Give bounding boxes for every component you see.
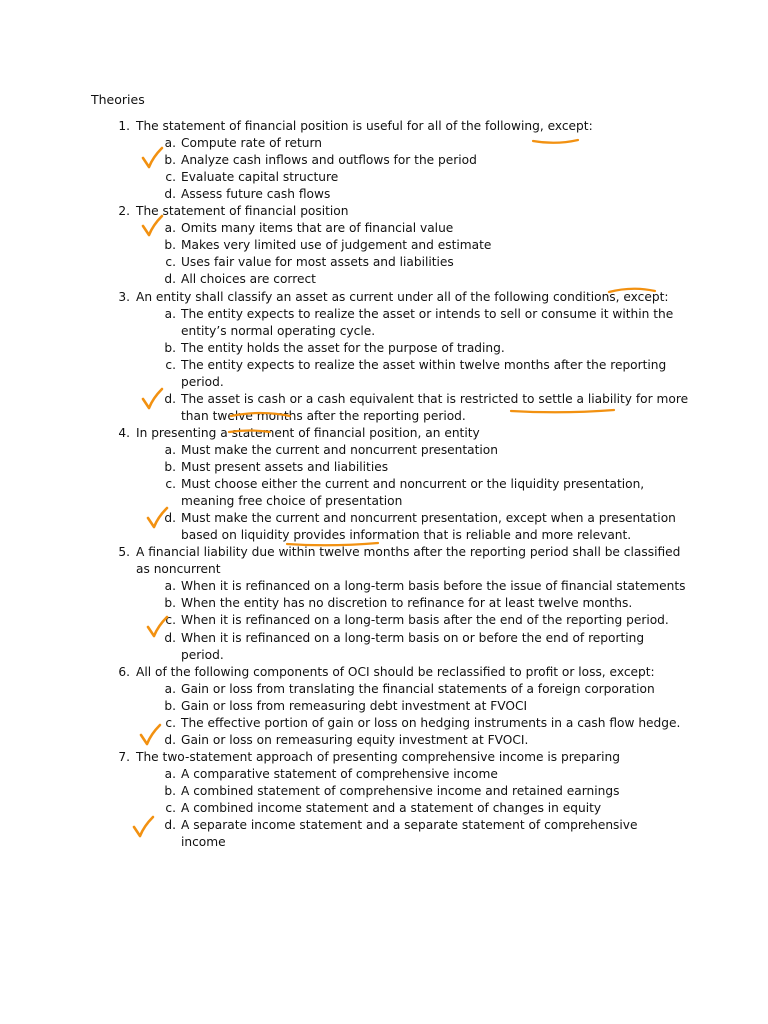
option-letter: c.: [165, 613, 176, 628]
question-number: 7.: [118, 749, 130, 764]
option-text: A combined statement of comprehensive income and retained earnings: [181, 783, 620, 798]
option-letter: b.: [164, 783, 176, 798]
option-letter: c.: [165, 477, 176, 492]
option-letter: b.: [164, 460, 176, 474]
question-text: The statement of financial position: [136, 204, 349, 219]
option-text: When it is refinanced on a long-term basis after the end of the reporting period.: [181, 613, 669, 628]
option-text: A combined income statement and a statement of changes in equity: [181, 801, 602, 815]
option-text: Makes very limited use of judgement and estimate: [181, 238, 492, 253]
option-text: Must present assets and liabilities: [181, 460, 389, 474]
option-text: Evaluate capital structure: [181, 170, 339, 185]
question-number: 6.: [118, 664, 130, 679]
option-letter: b.: [164, 238, 176, 253]
option-letter: a.: [164, 681, 176, 696]
option-text: period.: [181, 374, 224, 389]
option-letter: a.: [164, 221, 176, 236]
question-number: 1.: [118, 119, 130, 133]
option-text: Gain or loss from remeasuring debt investment at FVOCI: [181, 698, 528, 713]
option-letter: c.: [165, 255, 176, 270]
option-text: Uses fair value for most assets and liabilities: [181, 255, 454, 270]
option-text: Assess future cash flows: [181, 187, 331, 202]
option-letter: c.: [165, 715, 176, 730]
option-text-checked: When it is refinanced on a long-term basis on or before the end of reporting: [181, 630, 645, 645]
option-text-checked: Gain or loss on remeasuring equity investment at FVOCI.: [181, 732, 529, 747]
option-text: Must make the current and noncurrent presentation: [181, 442, 498, 457]
option-letter: b.: [164, 340, 176, 355]
option-letter: d.: [164, 732, 176, 747]
option-text: entity’s normal operating cycle.: [181, 323, 376, 338]
option-text: Gain or loss from translating the financial statements of a foreign corporation: [181, 681, 655, 696]
option-letter: d.: [164, 818, 176, 833]
option-letter: d.: [164, 187, 176, 202]
option-letter: d.: [164, 630, 176, 645]
option-text-checked: Omits many items that are of financial value: [181, 221, 454, 236]
question-text: In presenting a statement of financial position, an entity: [136, 425, 480, 440]
question-number: 4.: [118, 425, 130, 440]
option-letter: c.: [165, 801, 176, 815]
option-text: Must choose either the current and noncurrent or the liquidity presentation,: [181, 477, 645, 492]
option-text: The entity expects to realize the asset within twelve months after the reporting: [181, 357, 667, 372]
option-letter: a.: [164, 579, 176, 594]
option-letter: c.: [165, 170, 176, 185]
option-text-checked: Must make the current and noncurrent presentation, except when a presentation: [181, 511, 676, 526]
option-letter: a.: [164, 442, 176, 457]
question-text: An entity shall classify an asset as current under all of the following conditions, except:: [136, 289, 669, 304]
check-mark-icon: [134, 817, 153, 836]
option-text: When it is refinanced on a long-term basis before the issue of financial statements: [181, 579, 686, 594]
option-text-checked: period.: [181, 647, 224, 662]
option-text-checked: income: [181, 835, 226, 850]
option-text-checked: A separate income statement and a separate statement of comprehensive: [181, 818, 638, 833]
option-letter: d.: [164, 511, 176, 526]
option-text: meaning free choice of presentation: [181, 494, 403, 509]
option-text-checked: than twelve months after the reporting period.: [181, 408, 466, 423]
question-text: A financial liability due within twelve months after the reporting period shall be classified: [136, 545, 681, 560]
option-text-checked: Analyze cash inflows and outflows for the period: [181, 153, 477, 168]
option-text: When the entity has no discretion to refinance for at least twelve months.: [181, 596, 633, 611]
option-letter: b.: [164, 698, 176, 713]
option-letter: a.: [164, 766, 176, 781]
question-number: 5.: [118, 545, 130, 560]
option-text: All choices are correct: [181, 272, 316, 287]
option-letter: a.: [164, 306, 176, 321]
option-text: The effective portion of gain or loss on hedging instruments in a cash flow hedge.: [181, 715, 681, 730]
question-number: 3.: [118, 289, 130, 304]
question-text: The statement of financial position is useful for all of the following, except:: [136, 119, 593, 133]
option-letter: b.: [164, 596, 176, 611]
option-letter: c.: [165, 357, 176, 372]
option-text: The entity expects to realize the asset or intends to sell or consume it within the: [181, 306, 674, 321]
question-number: 2.: [118, 204, 130, 219]
option-letter: b.: [164, 153, 176, 168]
question-text: as noncurrent: [136, 562, 221, 577]
question-text: The two-statement approach of presenting comprehensive income is preparing: [136, 749, 620, 764]
option-text-checked: based on liquidity provides information that is reliable and more relevant.: [181, 528, 632, 543]
option-letter: d.: [164, 391, 176, 406]
option-text: Compute rate of return: [181, 136, 322, 151]
option-letter: d.: [164, 272, 176, 287]
option-text: The entity holds the asset for the purpose of trading.: [181, 340, 505, 355]
page-title: Theories: [91, 92, 145, 107]
option-text-checked: The asset is cash or a cash equivalent that is restricted to settle a liability for more: [181, 391, 689, 406]
question-text: All of the following components of OCI should be reclassified to profit or loss, except:: [136, 664, 655, 679]
option-text: A comparative statement of comprehensive income: [181, 766, 498, 781]
option-letter: a.: [164, 136, 176, 151]
